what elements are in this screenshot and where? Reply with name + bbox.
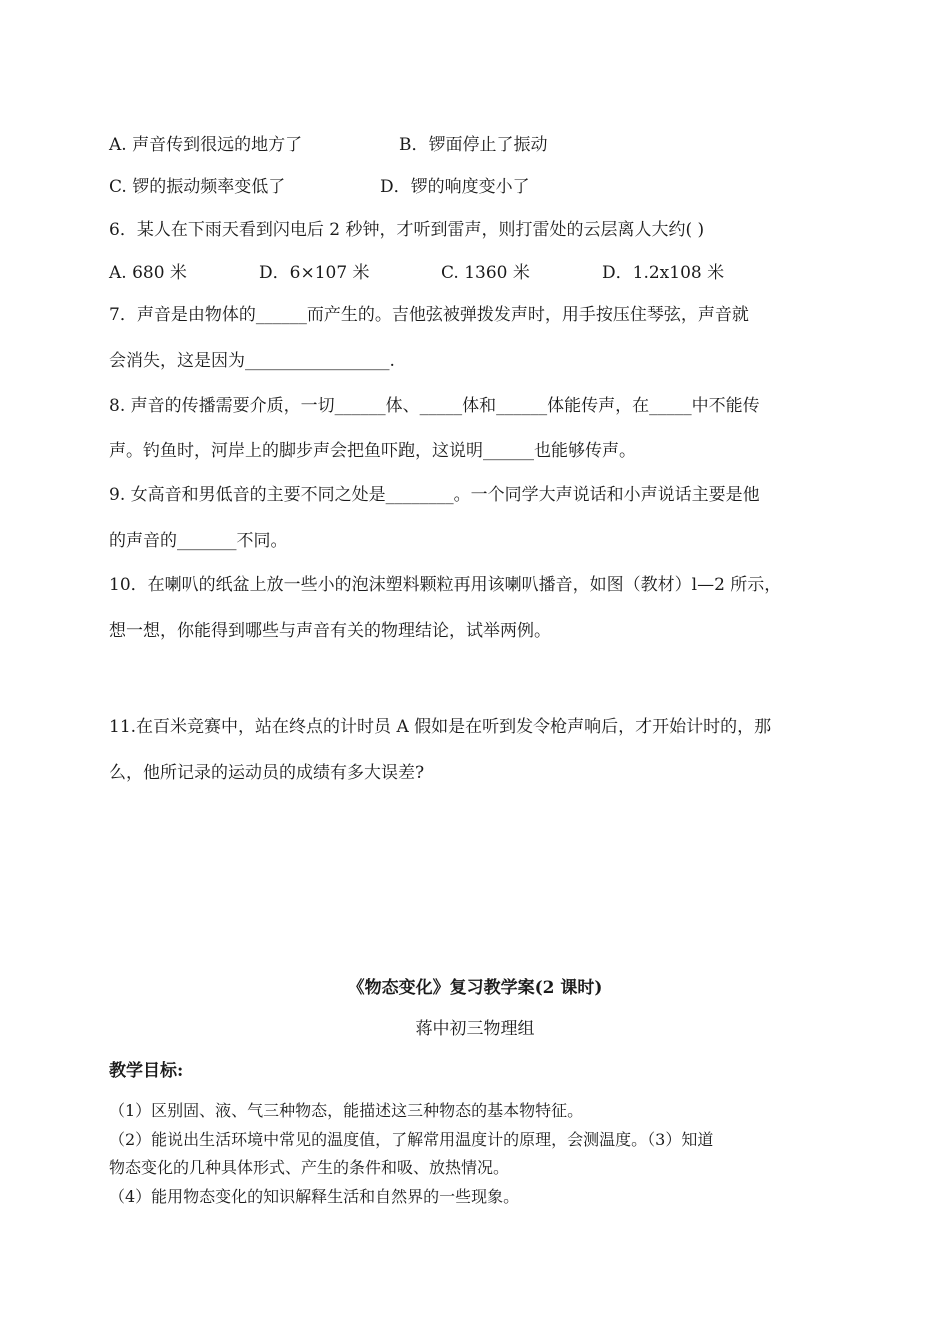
q9-line-1: 9. 女高音和男低音的主要不同之处是________。一个同学大声说话和小声说话主要是他 [109, 485, 760, 505]
q6-option-a: A. 680 米 [109, 263, 187, 283]
q10-line-1: 10．在喇叭的纸盆上放一些小的泡沫塑料颗粒再用该喇叭播音，如图（教材）l—2 所示， [109, 575, 782, 595]
q6-option-b: D．6×107 米 [259, 263, 370, 283]
objectives-heading: 教学目标: [109, 1061, 184, 1081]
section-subtitle: 蒋中初三物理组 [415, 1019, 535, 1039]
q8-line-1: 8. 声音的传播需要介质，一切______体、_____体和______体能传声，在_____中不能传 [109, 396, 760, 416]
objective-line-2: （2）能说出生活环境中常见的温度值，了解常用温度计的原理，会测温度。（3）知道 [109, 1130, 714, 1149]
q8-line-2: 声。钓鱼时，河岸上的脚步声会把鱼吓跑，这说明______也能够传声。 [109, 441, 636, 461]
q5-option-b: B．锣面停止了振动 [399, 135, 548, 155]
q6-stem: 6．某人在下雨天看到闪电后 2 秒钟，才听到雷声，则打雷处的云层离人大约( ) [109, 220, 705, 240]
section-title: 《物态变化》复习教学案(2 课时) [347, 978, 603, 998]
q6-option-d: D．1.2x108 米 [602, 263, 725, 283]
objective-line-3: 物态变化的几种具体形式、产生的条件和吸、放热情况。 [109, 1158, 510, 1177]
q10-line-2: 想一想，你能得到哪些与声音有关的物理结论，试举两例。 [109, 621, 551, 641]
q11-line-1: 11.在百米竞赛中，站在终点的计时员 A 假如是在听到发令枪声响后，才开始计时的，那 [109, 717, 772, 737]
q11-line-2: 么，他所记录的运动员的成绩有多大误差? [109, 763, 425, 783]
q5-option-a: A. 声音传到很远的地方了 [109, 135, 303, 155]
q7-line-2: 会消失，这是因为_________________. [109, 351, 395, 371]
q7-line-1: 7．声音是由物体的______而产生的。吉他弦被弹拨发声时，用手按压住琴弦，声音就 [109, 305, 749, 325]
q5-option-c: C. 锣的振动频率变低了 [109, 177, 286, 197]
q6-option-c: C. 1360 米 [441, 263, 530, 283]
q5-option-d: D．锣的响度变小了 [380, 177, 530, 197]
q9-line-2: 的声音的_______不同。 [109, 531, 288, 551]
objective-line-4: （4）能用物态变化的知识解释生活和自然界的一些现象。 [109, 1187, 520, 1206]
objective-line-1: （1）区别固、液、气三种物态，能描述这三种物态的基本物特征。 [109, 1101, 584, 1120]
